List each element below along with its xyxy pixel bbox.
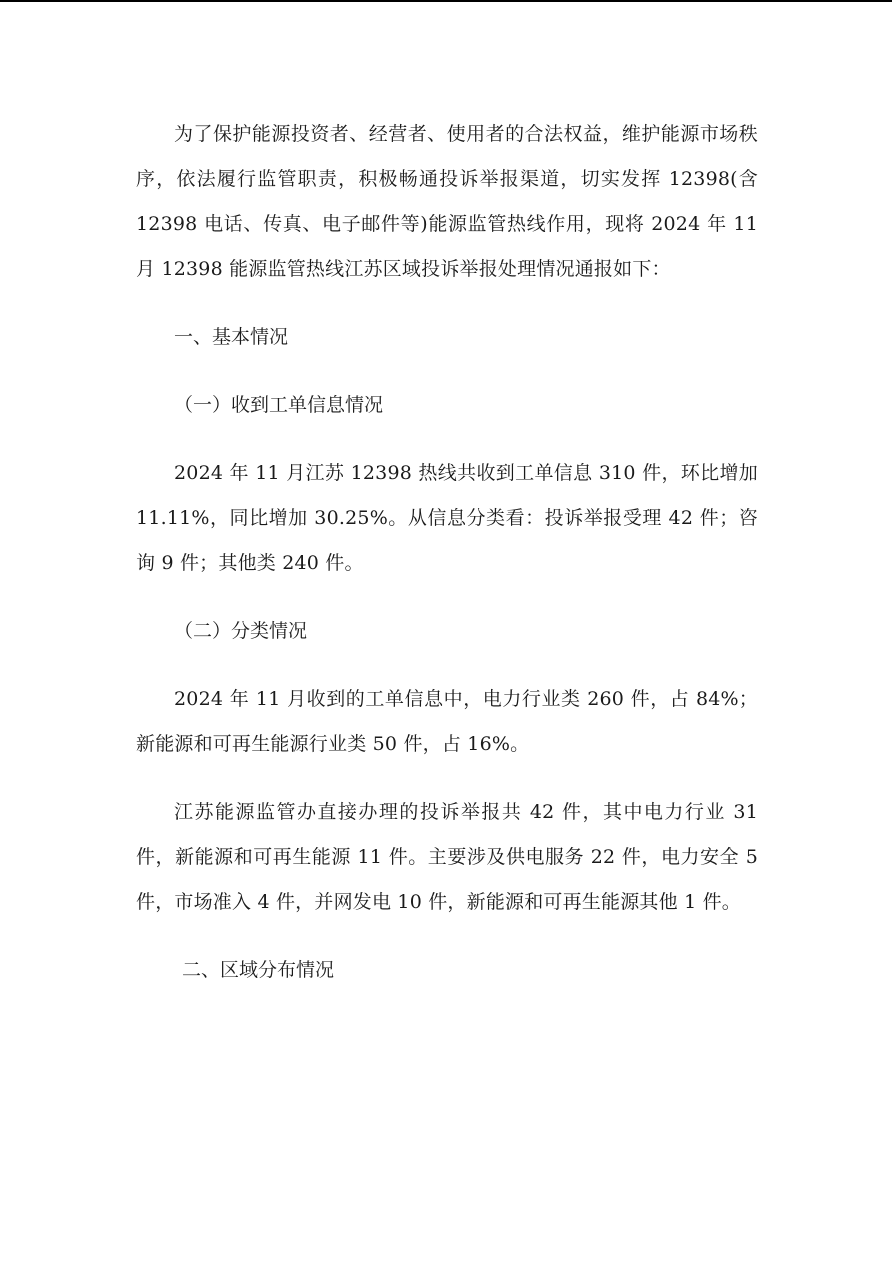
- classification-paragraph: 2024 年 11 月收到的工单信息中，电力行业类 260 件，占 84%；新能源和可再生能源行业类 50 件，占 16%。: [136, 688, 758, 755]
- spacer: [136, 586, 758, 609]
- spacer: [136, 767, 758, 790]
- document-body: [136, 112, 758, 993]
- section-heading-regional: 二、区域分布情况: [182, 959, 335, 981]
- section-heading-basic: 一、基本情况: [174, 326, 289, 348]
- spacer: [136, 360, 758, 383]
- intro-paragraph: 为了保护能源投资者、经营者、使用者的合法权益，维护能源市场秩序，依法履行监管职责，积极畅通投诉举报渠道，切实发挥 12398(含 12398 电话、传真、电子邮件等)能源监管热线作用，现将 2024 年 11 月 12398 能源监管热线江苏区域投诉举报处理情况通报如下：: [136, 123, 758, 280]
- tickets-paragraph: 2024 年 11 月江苏 12398 热线共收到工单信息 310 件，环比增加 11.11%，同比增加 30.25%。从信息分类看：投诉举报受理 42 件；咨询 9 件；其他类 240 件。: [136, 462, 758, 574]
- subsection-heading-tickets: （一）收到工单信息情况: [174, 394, 384, 416]
- spacer: [136, 292, 758, 315]
- subsection-heading-classification: （二）分类情况: [174, 620, 308, 642]
- page-top-border: [0, 0, 892, 2]
- spacer: [136, 654, 758, 677]
- complaints-paragraph: 江苏能源监管办直接办理的投诉举报共 42 件，其中电力行业 31 件，新能源和可再生能源 11 件。主要涉及供电服务 22 件，电力安全 5 件，市场准入 4 件，并网发电 10 件，新能源和可再生能源其他 1 件。: [136, 801, 758, 913]
- spacer: [136, 428, 758, 451]
- spacer: [136, 925, 758, 948]
